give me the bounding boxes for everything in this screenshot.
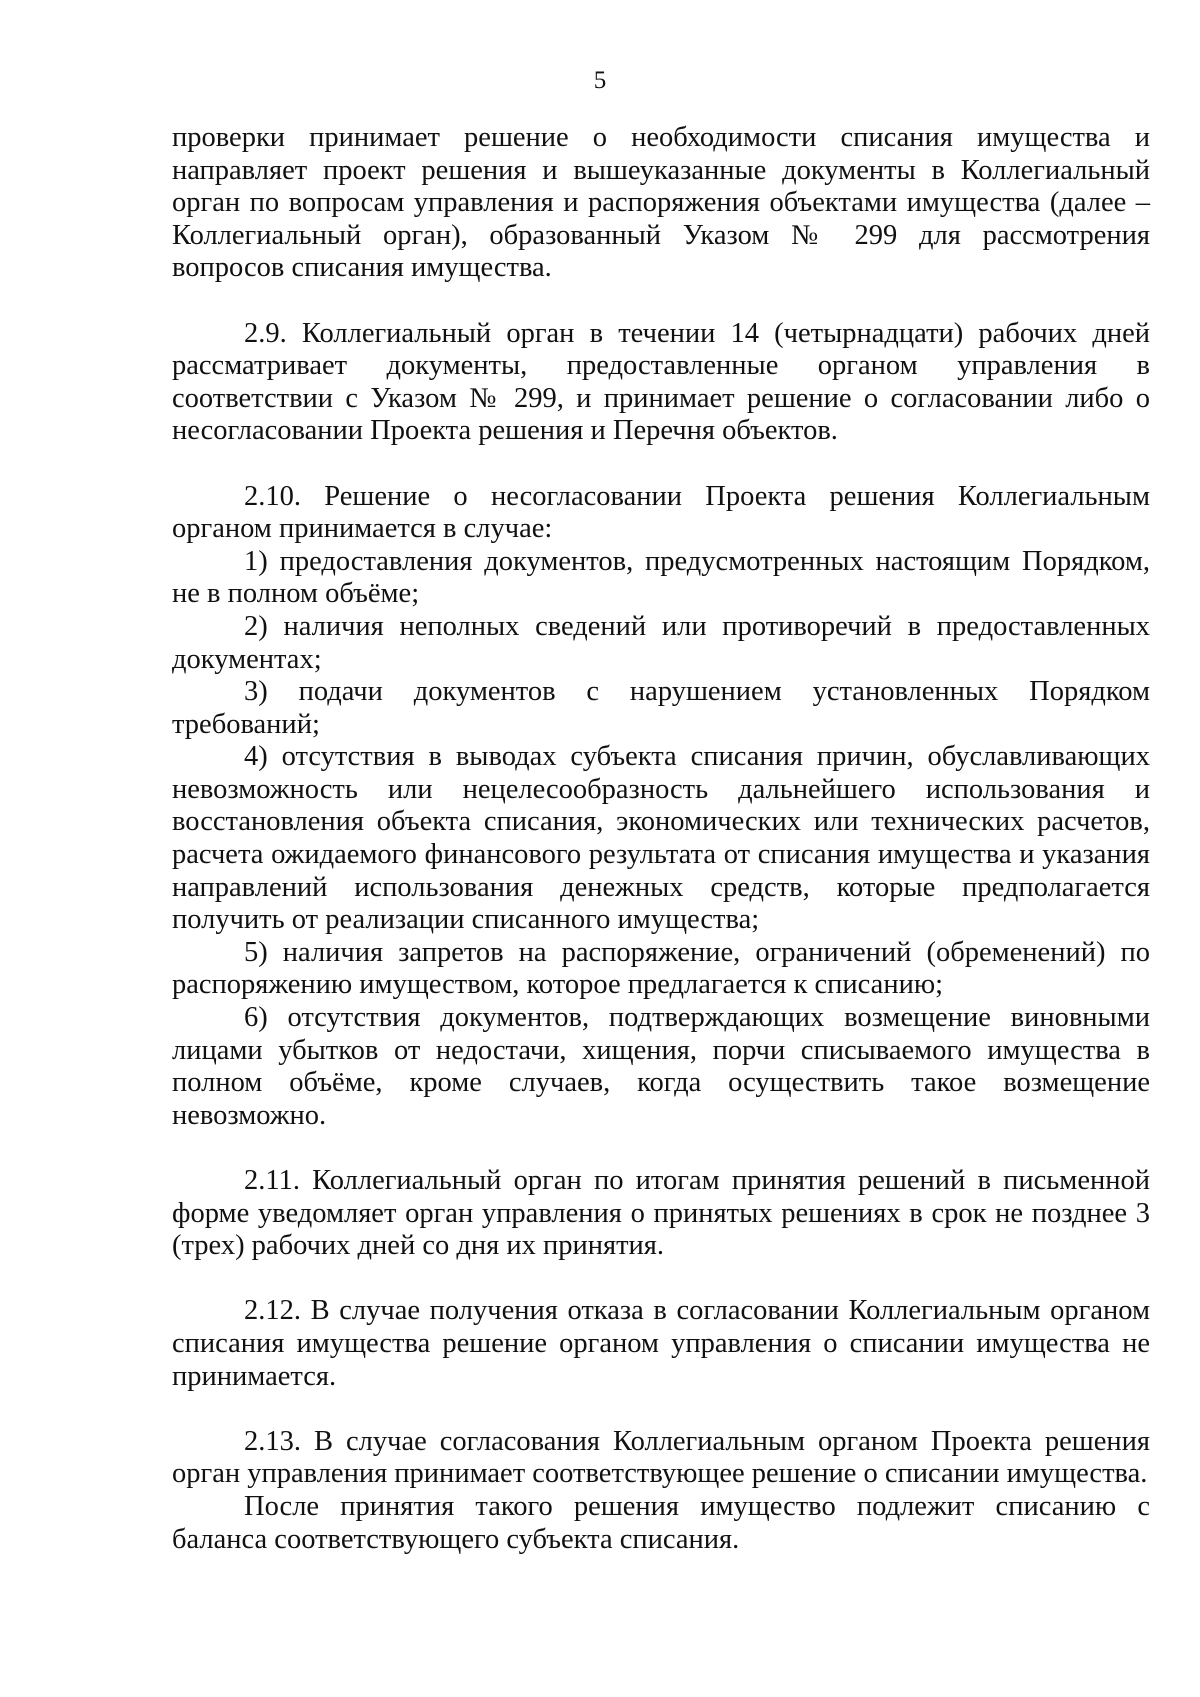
list-item-2-10-3: 3) подачи документов с нарушением установленных Порядком требований; [172, 676, 1150, 740]
paragraph-2-13-continuation: После принятия такого решения имущество подлежит списанию с баланса соответствующего субъекта списания. [172, 1490, 1150, 1555]
paragraph-2-9: 2.9. Коллегиальный орган в течении 14 (четырнадцати) рабочих дней рассматривает документы, предоставленные органом управления в соответствии с Указом № 299, и принимает решение о согласовании либо о несогласовании Проекта решения и Перечня объектов. [172, 317, 1150, 447]
page-number: 5 [593, 67, 607, 94]
paragraph-2-10: 2.10. Решение о несогласовании Проекта решения Коллегиальным органом принимается в случае: [172, 480, 1150, 545]
list-item-2-10-1: 1) предоставления документов, предусмотренных настоящим Порядком, не в полном объёме; [172, 545, 1150, 610]
list-item-2-10-2: 2) наличия неполных сведений или противоречий в предоставленных документах; [172, 610, 1150, 675]
paragraph-2-13: 2.13. В случае согласования Коллегиальным органом Проекта решения орган управления принимает соответствующее решение о списании имущества. [172, 1425, 1150, 1490]
list-item-2-10-4: 4) отсутствия в выводах субъекта списания причин, обуславливающих невозможность или нецелесообразность дальнейшего использования и восстановления объекта списания, экономических или технических расчетов, расчета ожидаемого финансового результата от списания имущества и указания направлений использования денежных средств, которые предполагается получить от реализации списанного имущества; [172, 741, 1150, 936]
paragraph-intro: проверки принимает решение о необходимости списания имущества и направляет проект решения и вышеуказанные документы в Коллегиальный орган по вопросам управления и распоряжения объектами имущества (далее – Коллегиальный орган), образованный Указом № 299 для рассмотрения вопросов списания имущества. [172, 122, 1150, 284]
document-body [172, 122, 1150, 1556]
paragraph-2-12: 2.12. В случае получения отказа в согласовании Коллегиальным органом списания имущества решение органом управления о списании имущества не принимается. [172, 1295, 1150, 1392]
list-item-2-10-5: 5) наличия запретов на распоряжение, ограничений (обременений) по распоряжению имуществом, которое предлагается к списанию; [172, 936, 1150, 1001]
list-item-2-10-6: 6) отсутствия документов, подтверждающих возмещение виновными лицами убытков от недостачи, хищения, порчи списываемого имущества в полном объёме, кроме случаев, когда осуществить такое возмещение невозможно. [172, 1002, 1150, 1131]
paragraph-2-11: 2.11. Коллегиальный орган по итогам принятия решений в письменной форме уведомляет орган управления о принятых решениях в срок не позднее 3 (трех) рабочих дней со дня их принятия. [172, 1165, 1150, 1262]
